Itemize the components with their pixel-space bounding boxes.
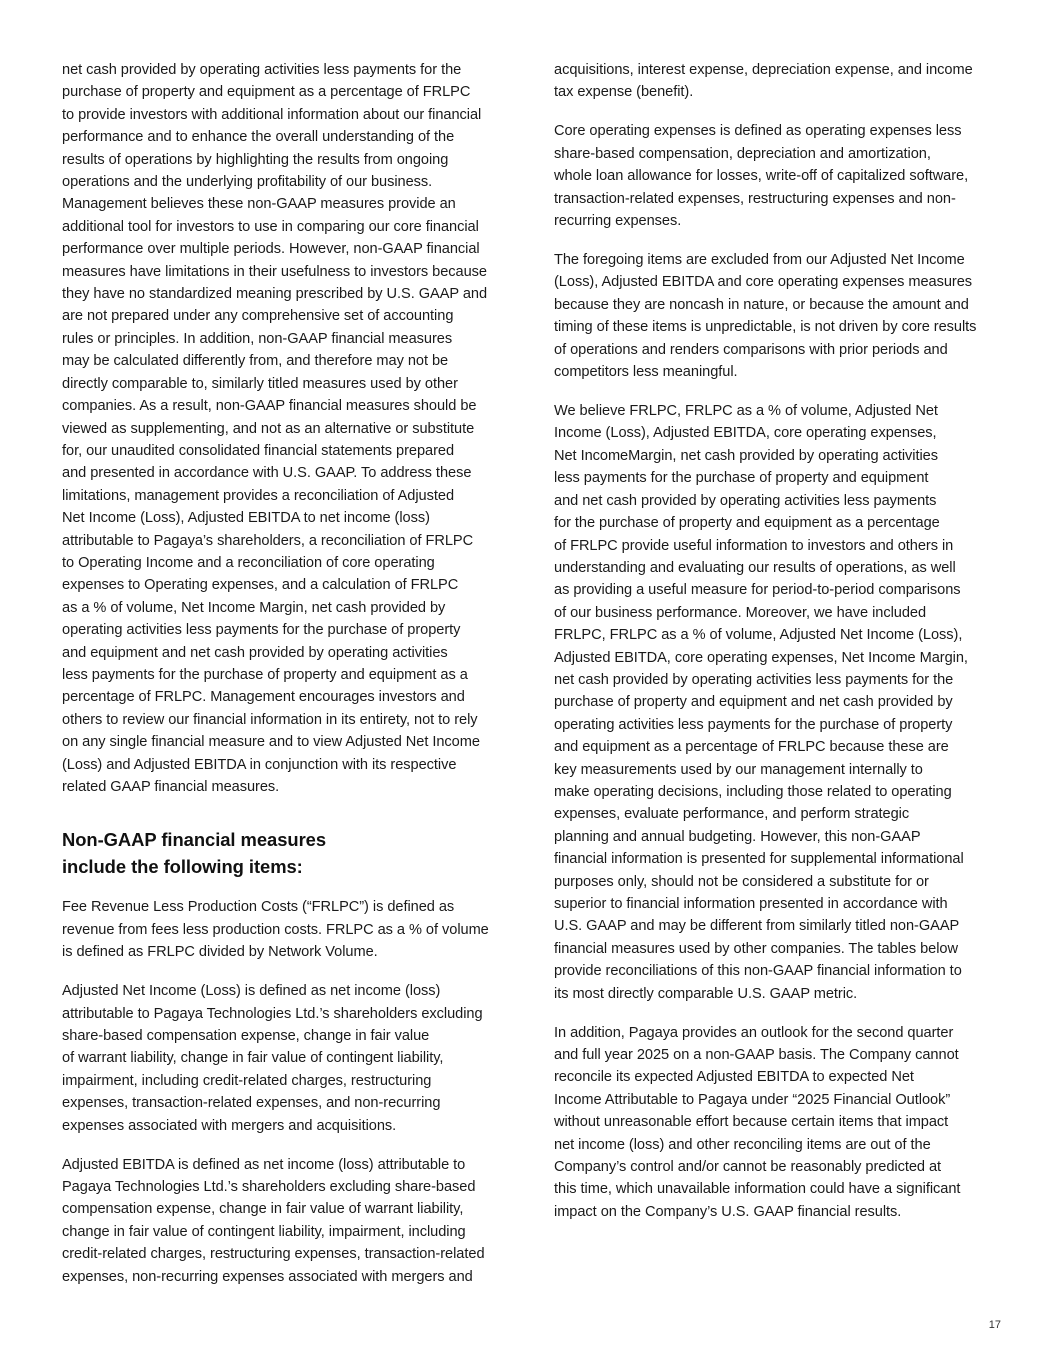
paragraph-ebitda-continued: acquisitions, interest expense, depreciation expense, and income tax expense (benefit). [554, 62, 973, 101]
paragraph-usefulness-statement: We believe FRLPC, FRLPC as a % of volume, Adjusted Net Income (Loss), Adjusted EBITDA, core operating expenses, Net IncomeMargin, net cash provided by operating activities less payments for the purchase of property and equipment and net cash provided by operating activities less payments for the purchase of property and equipment as a percentage of FRLPC provide useful information to investors and others in understanding and evaluating our results of operations, as well as providing a useful measure for period-to-period comparisons of our business performance. Moreover, we have included FRLPC, FRLPC as a % of volume, Adjusted Net Income (Loss), Adjusted EBITDA, core operating expenses, Net Income Margin, net cash provided by operating activities less payments for the purchase of property and equipment and net cash provided by operating activities less payments for the purchase of property and equipment as a percentage of FRLPC because these are key measurements used by our management internally to make operating decisions, including those related to operating expenses, evaluate performance, and perform strategic planning and annual budgeting. However, this non-GAAP financial information is presented for supplemental informational purposes only, should not be considered a substitute for or superior to financial information presented in accordance with U.S. GAAP and may be different from similarly titled non-GAAP financial measures used by other companies. The tables below provide reconciliations of this non-GAAP financial information to its most directly comparable U.S. GAAP metric. [554, 403, 968, 1002]
paragraph-adjusted-net-income-definition: Adjusted Net Income (Loss) is defined as net income (loss) attributable to Pagaya Technologies Ltd.’s shareholders excluding share-based compensation expense, change in fair value of warrant liability, change in fair value of contingent liability, impairment, including credit-related charges, restructuring expenses, transaction-related expenses, and non-recurring expenses associated with mergers and acquisitions. [62, 983, 483, 1134]
paragraph-excluded-items-rationale: The foregoing items are excluded from our Adjusted Net Income (Loss), Adjusted EBITDA and core operating expenses measures because they are noncash in nature, or because the amount and timing of these items is unpredictable, is not driven by core results of operations and renders comparisons with prior periods and competitors less meaningful. [554, 252, 977, 381]
page-number: 17 [988, 1319, 1001, 1331]
paragraph-adjusted-ebitda-definition: Adjusted EBITDA is defined as net income (loss) attributable to Pagaya Technologies Ltd.’s shareholders excluding share-based compensation expense, change in fair value of warrant liability, change in fair value of contingent liability, impairment, including credit-related charges, restructuring expenses, transaction-related expenses, non-recurring expenses associated with mergers and [62, 1156, 485, 1285]
paragraph-non-gaap-purpose: net cash provided by operating activities less payments for the purchase of property and equipment as a percentage of FRLPC to provide investors with additional information about our financial performance and to enhance the overall understanding of the results of operations by highlighting the results from ongoing operations and the underlying profitability of our business. Management believes these non-GAAP measures provide an additional tool for investors to use in comparing our core financial performance over multiple periods. However, non-GAAP financial measures have limitations in their usefulness to investors because they have no standardized meaning prescribed by U.S. GAAP and are not prepared under any comprehensive set of accounting rules or principles. In addition, non-GAAP financial measures may be calculated differently from, and therefore may not be directly comparable to, similarly titled measures used by other companies. As a result, non-GAAP financial measures should be viewed as supplementing, and not as an alternative or substitute for, our unaudited consolidated financial statements prepared and presented in accordance with U.S. GAAP. To address these limitations, management provides a reconciliation of Adjusted Net Income (Loss), Adjusted EBITDA to net income (loss) attributable to Pagaya’s shareholders, a reconciliation of FRLPC to Operating Income and a reconciliation of core operating expenses to Operating expenses, and a calculation of FRLPC as a % of volume, Net Income Margin, net cash provided by operating activities less payments for the purchase of property and equipment and net cash provided by operating activities less payments for the purchase of property and equipment as a percentage of FRLPC. Management encourages investors and others to review our financial information in its entirety, not to rely on any single financial measure and to view Adjusted Net Income (Loss) and Adjusted EBITDA in conjunction with its respective related GAAP financial measures. [62, 62, 488, 795]
paragraph-frlpc-definition: Fee Revenue Less Production Costs (“FRLPC”) is defined as revenue from fees less production costs. FRLPC as a % of volume is defined as FRLPC divided by Network Volume. [62, 899, 489, 961]
paragraph-core-operating-expenses-definition: Core operating expenses is defined as operating expenses less share-based compensation, depreciation and amortization, whole loan allowance for losses, write-off of capitalized software, transaction-related expenses, restructuring expenses and non- recurring expenses. [554, 123, 969, 230]
section-heading: Non-GAAP financial measures include the following items: [62, 829, 327, 878]
right-column [554, 59, 994, 1240]
paragraph-outlook-statement: In addition, Pagaya provides an outlook for the second quarter and full year 2025 on a non-GAAP basis. The Company cannot reconcile its expected Adjusted EBITDA to expected Net Income Attributable to Pagaya under “2025 Financial Outlook” without unreasonable effort because certain items that impact net income (loss) and other reconciling items are out of the Company’s control and/or cannot be reasonably predicted at this time, which unavailable information could have a significant impact on the Company’s U.S. GAAP financial results. [554, 1024, 961, 1220]
left-column [62, 59, 508, 1305]
